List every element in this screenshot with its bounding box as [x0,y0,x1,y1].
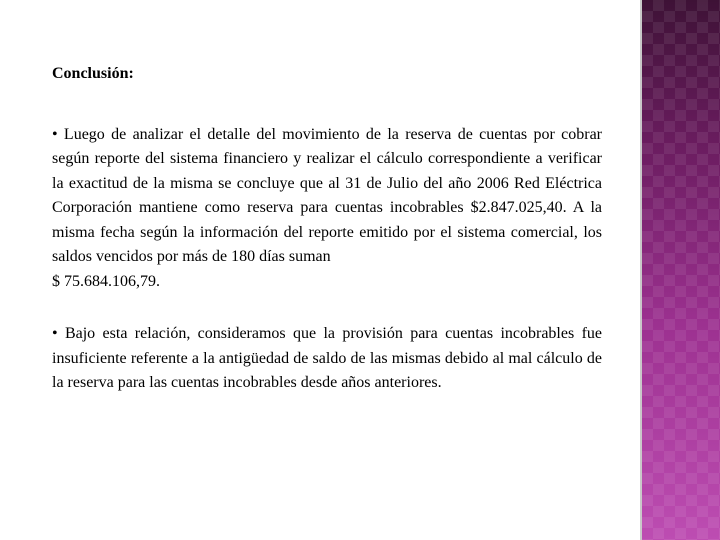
paragraph-1-amount: $ 75.684.106,79. [52,272,160,290]
conclusion-heading: Conclusión: [52,65,134,82]
slide-content [52,62,602,396]
paragraph-1-text: • Luego de analizar el detalle del movimiento de la reserva de cuentas por cobrar según reporte del sistema financiero y realizar el cálculo correspondiente a verificar la exactitud de la misma se concluye que al 31 de Julio del año 2006 Red Eléctrica Corporación mantiene como reserva para cuentas incobrables $2.847.025,40. A la misma fecha según la información del reporte emitido por el sistema comercial, los saldos vencidos por más de 180 días suman [52,125,602,265]
conclusion-paragraph-1 [52,123,602,295]
decorative-side-band [642,0,720,540]
conclusion-paragraph-2: • Bajo esta relación, consideramos que la provisión para cuentas incobrables fue insuficiente referente a la antigüedad de saldo de las mismas debido al mal cálculo de la reserva para las cuentas incobrables desde años anteriores. [52,325,602,391]
